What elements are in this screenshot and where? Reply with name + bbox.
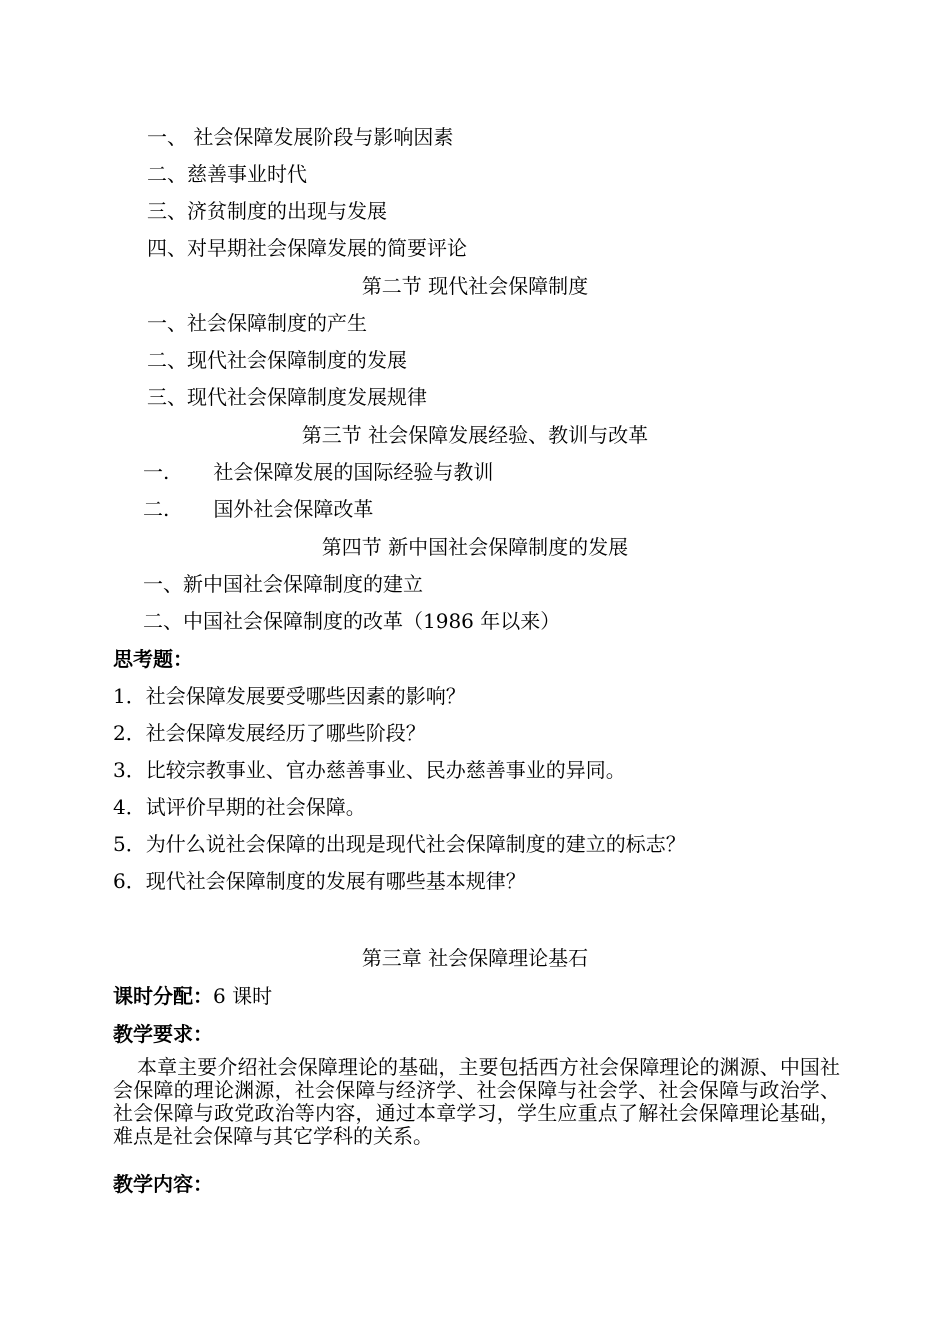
question-item: 4．试评价早期的社会保障。 <box>113 795 366 819</box>
question-item: 3．比较宗教事业、官办慈善事业、民办慈善事业的异同。 <box>113 758 626 782</box>
list-text: 社会保障发展的国际经验与教训 <box>213 460 494 484</box>
list-item: 四、对早期社会保障发展的简要评论 <box>147 236 467 260</box>
list-item: 一、 社会保障发展阶段与影响因素 <box>147 125 454 149</box>
hours-line <box>113 983 272 1009</box>
hours-value: 6 课时 <box>213 984 273 1008</box>
hours-label: 课时分配： <box>113 984 213 1008</box>
section-heading: 第三节 社会保障发展经验、教训与改革 <box>301 423 649 447</box>
requirements-paragraph: 本章主要介绍社会保障理论的基础，主要包括西方社会保障理论的渊源、中国社会保障的理论渊源，社会保障与经济学、社会保障与社会学、社会保障与政治学、社会保障与政党政治等内容，通过本章学习，学生应重点了解社会保障理论基础，难点是社会保障与其它学科的关系。 <box>113 1055 840 1148</box>
list-item <box>143 496 373 522</box>
question-item: 6．现代社会保障制度的发展有哪些基本规律？ <box>113 869 526 893</box>
requirements-label: 教学要求： <box>113 1022 213 1046</box>
chapter-title: 第三章 社会保障理论基石 <box>361 946 589 970</box>
section-heading: 第二节 现代社会保障制度 <box>361 274 589 298</box>
question-item: 2．社会保障发展经历了哪些阶段？ <box>113 721 426 745</box>
content-label: 教学内容： <box>113 1172 213 1196</box>
list-item: 二、慈善事业时代 <box>147 162 307 186</box>
question-item: 1．社会保障发展要受哪些因素的影响？ <box>113 684 466 708</box>
list-item: 一、社会保障制度的产生 <box>147 311 367 335</box>
questions-heading: 思考题： <box>113 647 193 671</box>
list-number: 二. <box>143 497 170 521</box>
question-item: 5．为什么说社会保障的出现是现代社会保障制度的建立的标志？ <box>113 832 686 856</box>
list-item: 三、现代社会保障制度发展规律 <box>147 385 427 409</box>
list-item: 一、新中国社会保障制度的建立 <box>143 572 423 596</box>
list-item <box>143 459 493 485</box>
list-item: 二、中国社会保障制度的改革（1986 年以来） <box>143 609 561 633</box>
list-text: 国外社会保障改革 <box>213 497 374 521</box>
section-heading: 第四节 新中国社会保障制度的发展 <box>321 535 629 559</box>
list-item: 三、济贫制度的出现与发展 <box>147 199 387 223</box>
list-item: 二、现代社会保障制度的发展 <box>147 348 407 372</box>
list-number: 一. <box>143 460 170 484</box>
